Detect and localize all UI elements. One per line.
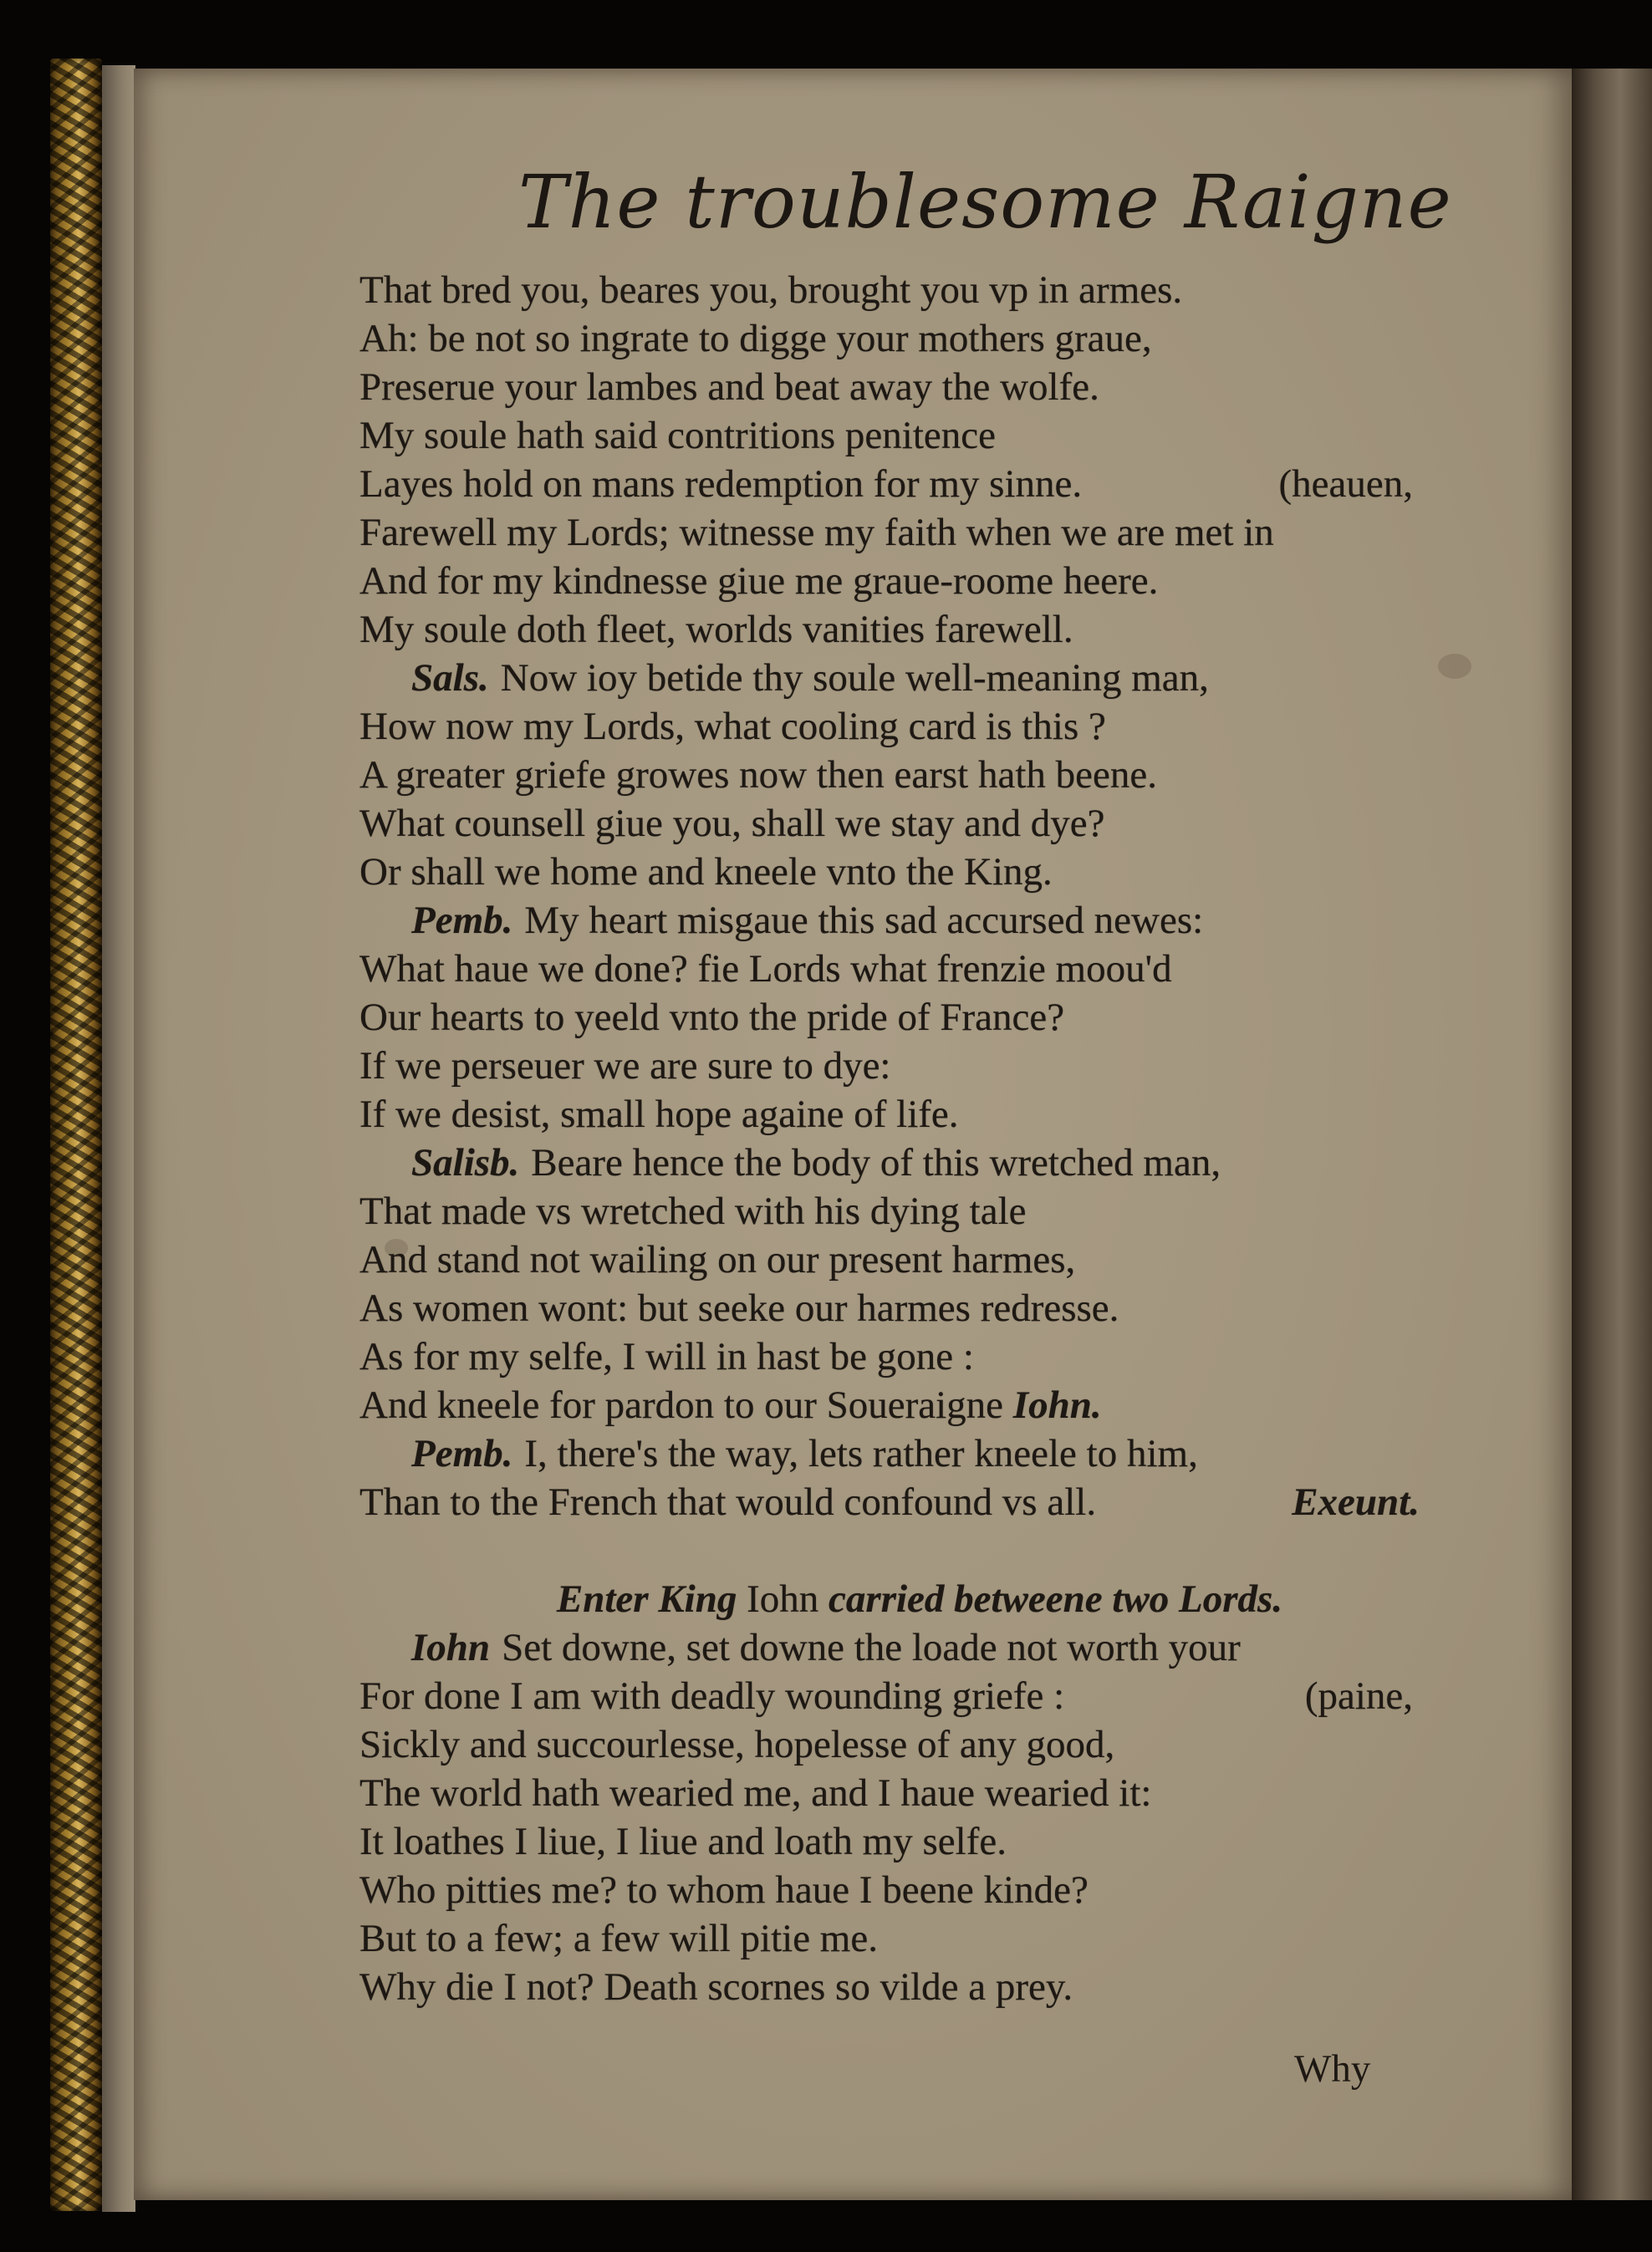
catchword: Why [1294,2047,1371,2091]
line-text: What haue we done? fie Lords what frenzie moou'd [359,947,1172,991]
line-text: A greater griefe growes now then earst hath beene. [359,753,1157,797]
verse-block-2 [359,1623,1413,2011]
text-line [359,1720,1413,1769]
verse-block-1 [359,266,1420,1526]
line-text: For done I am with deadly wounding griefe : [359,1674,1065,1718]
line-text: Why die I not? Death scornes so vilde a prey. [359,1965,1073,2009]
stage-direction [359,1575,1413,1623]
line-text: Preserue your lambes and beat away the wolfe. [359,365,1099,409]
stage-direction-before: Enter King [556,1577,737,1621]
text-line [359,1817,1413,1866]
line-text: Farewell my Lords; witnesse my faith when we are met in [359,511,1274,554]
turnover-word: (paine, [1304,1674,1413,1718]
text-line [359,1236,1413,1284]
italic-name: Iohn. [1012,1383,1102,1427]
line-text: My heart misgaue this sad accursed newes: [524,899,1204,942]
text-line [359,1429,1413,1478]
text-line [359,460,1413,508]
line-text: And kneele for pardon to our Soueraigne [359,1383,1004,1427]
text-line [359,1672,1413,1720]
line-text: Or shall we home and kneele vnto the King. [359,850,1053,894]
page-edge [102,65,135,2212]
text-line [359,1769,1413,1817]
text-line [359,1284,1413,1332]
text-line [359,751,1413,799]
text-line [359,363,1413,411]
line-text: It loathes I liue, I liue and loath my selfe. [359,1820,1007,1863]
text-line [359,945,1413,993]
text-line [359,848,1413,896]
paper-stain [1438,654,1471,679]
line-text: If we perseuer we are sure to dye: [359,1044,891,1088]
running-head: The troublesome Raigne [518,159,1452,245]
text-line [359,605,1413,654]
text-line [359,1623,1413,1672]
line-text: That made vs wretched with his dying tale [359,1190,1027,1233]
line-text: Our hearts to yeeld vnto the pride of France? [359,996,1065,1039]
speaker-name: Salisb. [411,1141,520,1185]
line-text: As women wont: but seeke our harmes redresse. [359,1286,1119,1330]
text-line [359,1090,1413,1139]
text-line [359,1866,1413,1914]
text-line [359,1139,1413,1187]
text-line [359,557,1413,605]
line-text: The world hath wearied me, and I haue wearied it: [359,1771,1152,1815]
line-text: Layes hold on mans redemption for my sinne. [359,462,1083,506]
line-text: That bred you, beares you, brought you vp in armes. [359,268,1183,312]
speaker-name: Iohn [411,1626,491,1669]
line-text: My soule hath said contritions penitence [359,414,996,457]
text-line [359,799,1413,848]
text-block [359,266,1420,2011]
line-text: But to a few; a few will pitie me. [359,1917,878,1960]
line-text: What counsell giue you, shall we stay and dye? [359,802,1105,845]
stage-direction-name: Iohn [747,1577,819,1621]
turnover-word: (heauen, [1278,462,1413,506]
line-text: As for my selfe, I will in hast be gone : [359,1335,974,1378]
line-text: How now my Lords, what cooling card is this ? [359,705,1106,748]
text-line [359,702,1413,751]
binding-gutter [1572,69,1652,2200]
text-line [359,1042,1413,1090]
text-line [359,993,1413,1042]
text-line [359,1381,1413,1429]
text-line [359,896,1413,945]
line-text: Who pitties me? to whom haue I beene kinde? [359,1868,1089,1912]
line-text: Now ioy betide thy soule well-meaning man, [500,656,1209,700]
speaker-name: Pemb. [411,1432,513,1475]
line-text: If we desist, small hope againe of life. [359,1093,959,1136]
blank-line [359,1526,1413,1575]
stage-direction-after: carried betweene two Lords. [829,1577,1283,1621]
line-text: Beare hence the body of this wretched man, [531,1141,1221,1185]
text-line [359,508,1413,557]
speaker-name: Pemb. [411,899,513,942]
gilt-page-edge [50,59,102,2211]
text-line [359,411,1413,460]
line-text: And stand not wailing on our present harmes, [359,1238,1076,1281]
text-line [359,1914,1413,1963]
text-line [359,314,1413,363]
line-text: Sickly and succourlesse, hopelesse of any good, [359,1723,1115,1766]
speaker-name: Sals. [411,656,489,700]
text-line [359,1187,1413,1236]
text-line [359,1478,1420,1526]
text-line [359,1963,1413,2011]
line-text: Ah: be not so ingrate to digge your mothers graue, [359,317,1152,360]
text-line [359,266,1413,314]
text-line [359,1332,1413,1381]
line-text: I, there's the way, lets rather kneele to him, [524,1432,1198,1475]
line-text: Than to the French that would confound vs all. [359,1480,1097,1524]
line-text: Set downe, set downe the loade not worth your [502,1626,1241,1669]
line-text: My soule doth fleet, worlds vanities farewell. [359,608,1073,651]
exit-direction: Exeunt. [1292,1480,1420,1524]
text-line [359,654,1413,702]
line-text: And for my kindnesse giue me graue-roome heere. [359,559,1159,603]
